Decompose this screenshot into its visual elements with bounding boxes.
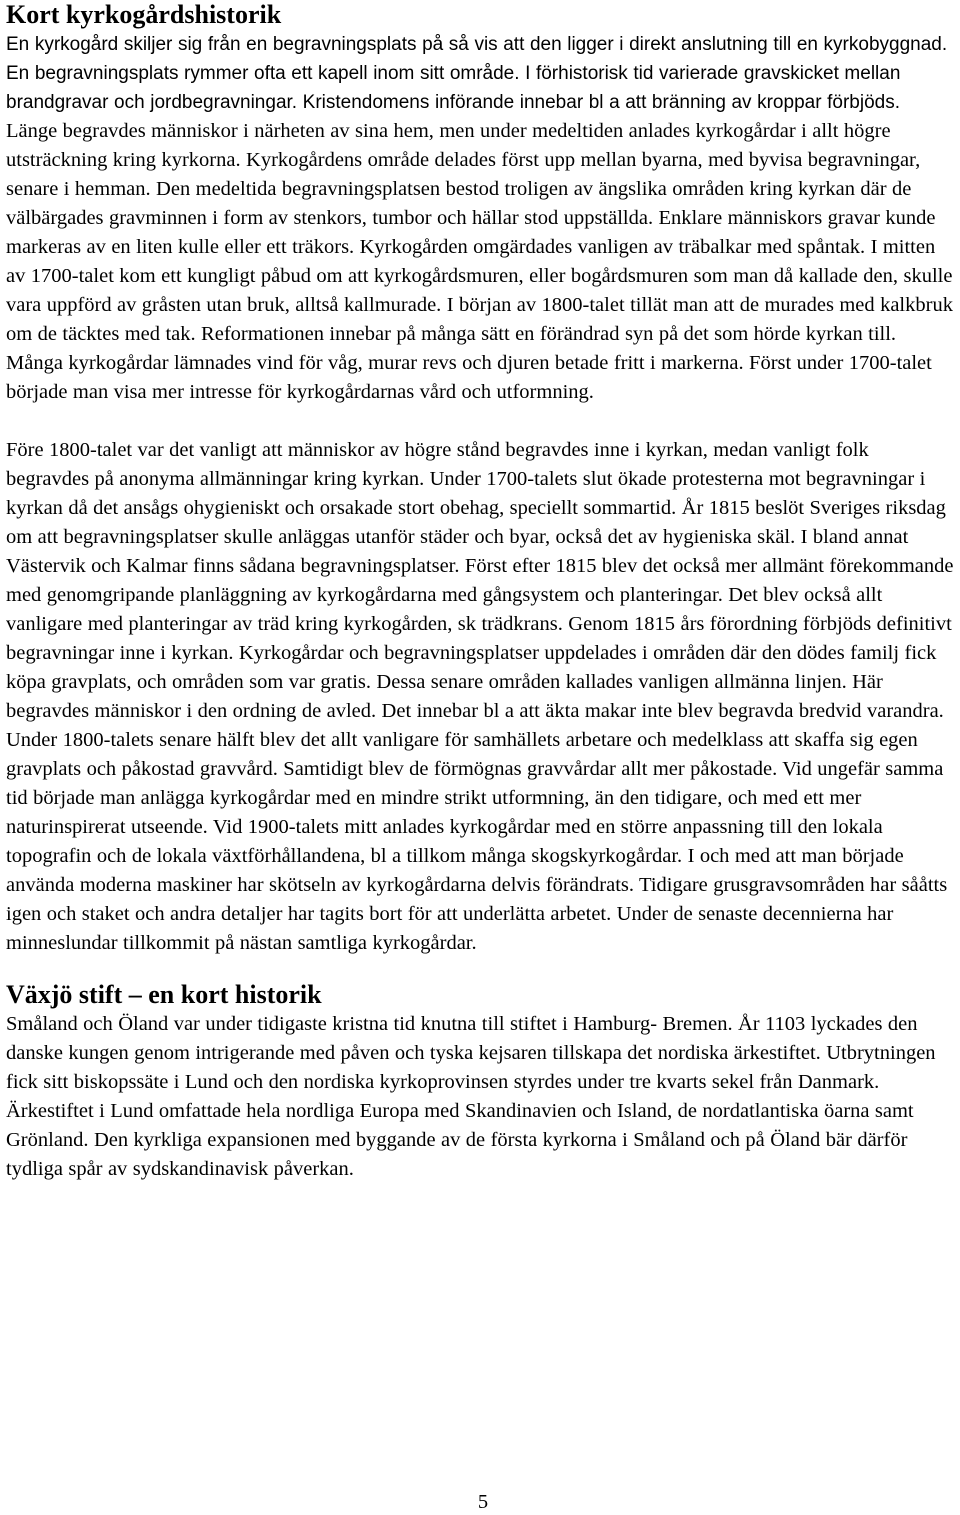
paragraph-run-serif: Den medeltida begravningsplatsen bestod troligen av ängslika områden kring kyrkan där de välbärgades gravminnen i form av stenkors, tumbor och hällar stod uppställda. Enklare människors gravar kunde markeras av en liten kulle eller ett träkors. Kyrkogården omgärdades vanligen av träbalkar med spåntak. I mitten av 1700-talet kom ett kungligt påbud om att kyrkogårdsmuren, eller bogårdsmuren som man då kallade den, skulle vara uppförd av gråsten utan bruk, alltså kallmurade. I början av 1800-talet tillät man att de murades med kalkbruk om de täcktes med tak. Reformationen innebar på många sätt en förändrad syn på det som hörde kyrkan till. Många kyrkogårdar lämnades vind för våg, murar revs och djuren betade fritt i markerna. Först under 1700-talet började man visa mer intresse för kyrkogårdarnas vård och utformning. bbox=[6, 178, 953, 403]
document-page bbox=[6, 0, 954, 1184]
paragraph-kyrkogard-intro bbox=[6, 30, 954, 407]
paragraph-run-sans-2: Länge begravdes människor i närheten av sina hem, men under medeltiden anlades kyrkogårdar i allt högre utsträckning kring kyrkorna. Kyrkogårdens område delades först upp mellan byarna, med byvisa begravningar, senare i hemman. bbox=[6, 120, 921, 200]
section-heading-kyrkogardshistorik: Kort kyrkogårdshistorik bbox=[6, 0, 282, 29]
paragraph-vaxjo-stift: Småland och Öland var under tidigaste kristna tid knutna till stiftet i Hamburg- Bremen. År 1103 lyckades den danske kungen genom intrigerande med påven och tyska kejsaren tillskapa det nordiska ärkestiftet. Utbrytningen fick sitt biskopssäte i Lund och den nordiska kyrkoprovinsen styrdes under tre kvarts sekel från Danmark. Ärkestiftet i Lund omfattade hela nordliga Europa med Skandinavien och Island, de nordatlantiska öarna samt Grönland. Den kyrkliga expansionen med byggande av de första kyrkorna i Småland och på Öland bär därför tydliga spår av sydskandinavisk påverkan. bbox=[6, 1013, 936, 1180]
section-heading-vaxjo-stift: Växjö stift – en kort historik bbox=[6, 980, 322, 1009]
paragraph-run-sans: En kyrkogård skiljer sig från en begravningsplats på så vis att den ligger i direkt anslutning till en kyrkobyggnad. En begravningsplats rymmer ofta ett kapell inom sitt område. I förhistorisk tid varierade gravskicket mellan brandgravar och jordbegravningar. Kristendomens införande innebar bl a att bränning av kroppar förbjöds. bbox=[6, 34, 948, 113]
paragraph-begravningar-1800: Före 1800-talet var det vanligt att människor av högre stånd begravdes inne i kyrkan, medan vanligt folk begravdes på anonyma allmänningar kring kyrkan. Under 1700-talets slut ökade protesterna mot begravningar i kyrkan då det ansågs ohygieniskt och orsakade stort obehag, speciellt sommartid. År 1815 beslöt Sveriges riksdag om att begravningsplatser skulle anläggas utanför städer och byar, också det av hygieniska skäl. I bland annat Västervik och Kalmar finns sådana begravningsplatser. Först efter 1815 blev det också mer allmänt förekommande med genomgripande planläggning av kyrkogårdarna med gångsystem och planteringar. Det blev också allt vanligare med planteringar av träd kring kyrkogården, sk trädkrans. Genom 1815 års förordning förbjöds definitivt begravningar inne i kyrkan. Kyrkogårdar och begravningsplatser uppdelades i områden där den dödes familj fick köpa gravplats, och områden som var gratis. Dessa senare områden kallades vanligen allmänna linjen. Här begravdes människor i den ordning de avled. Det innebar bl a att äkta makar inte blev begravda bredvid varandra. Under 1800-talets senare hälft blev det allt vanligare för samhällets arbetare och medelklass att skaffa sig egen gravplats och påkostad gravvård. Samtidigt blev de förmögnas gravvårdar allt mer påkostade. Vid ungefär samma tid började man anlägga kyrkogårdar med en mindre strikt utformning, än den tidigare, och med ett mer naturinspirerat utseende. Vid 1900-talets mitt anlades kyrkogårdar med en större anpassning till den lokala topografin och de lokala växtförhållandena, bl a tillkom många skogskyrkogårdar. I och med att man började använda moderna maskiner har skötseln av kyrkogårdarna delvis förändrats. Tidigare grusgravsområden har sååtts igen och staket och andra detaljer har tagits bort för att underlätta arbetet. Under de senaste decennierna har minneslundar tillkommit på nästan samtliga kyrkogårdar. bbox=[6, 439, 954, 954]
page-number: 5 bbox=[477, 1491, 489, 1513]
